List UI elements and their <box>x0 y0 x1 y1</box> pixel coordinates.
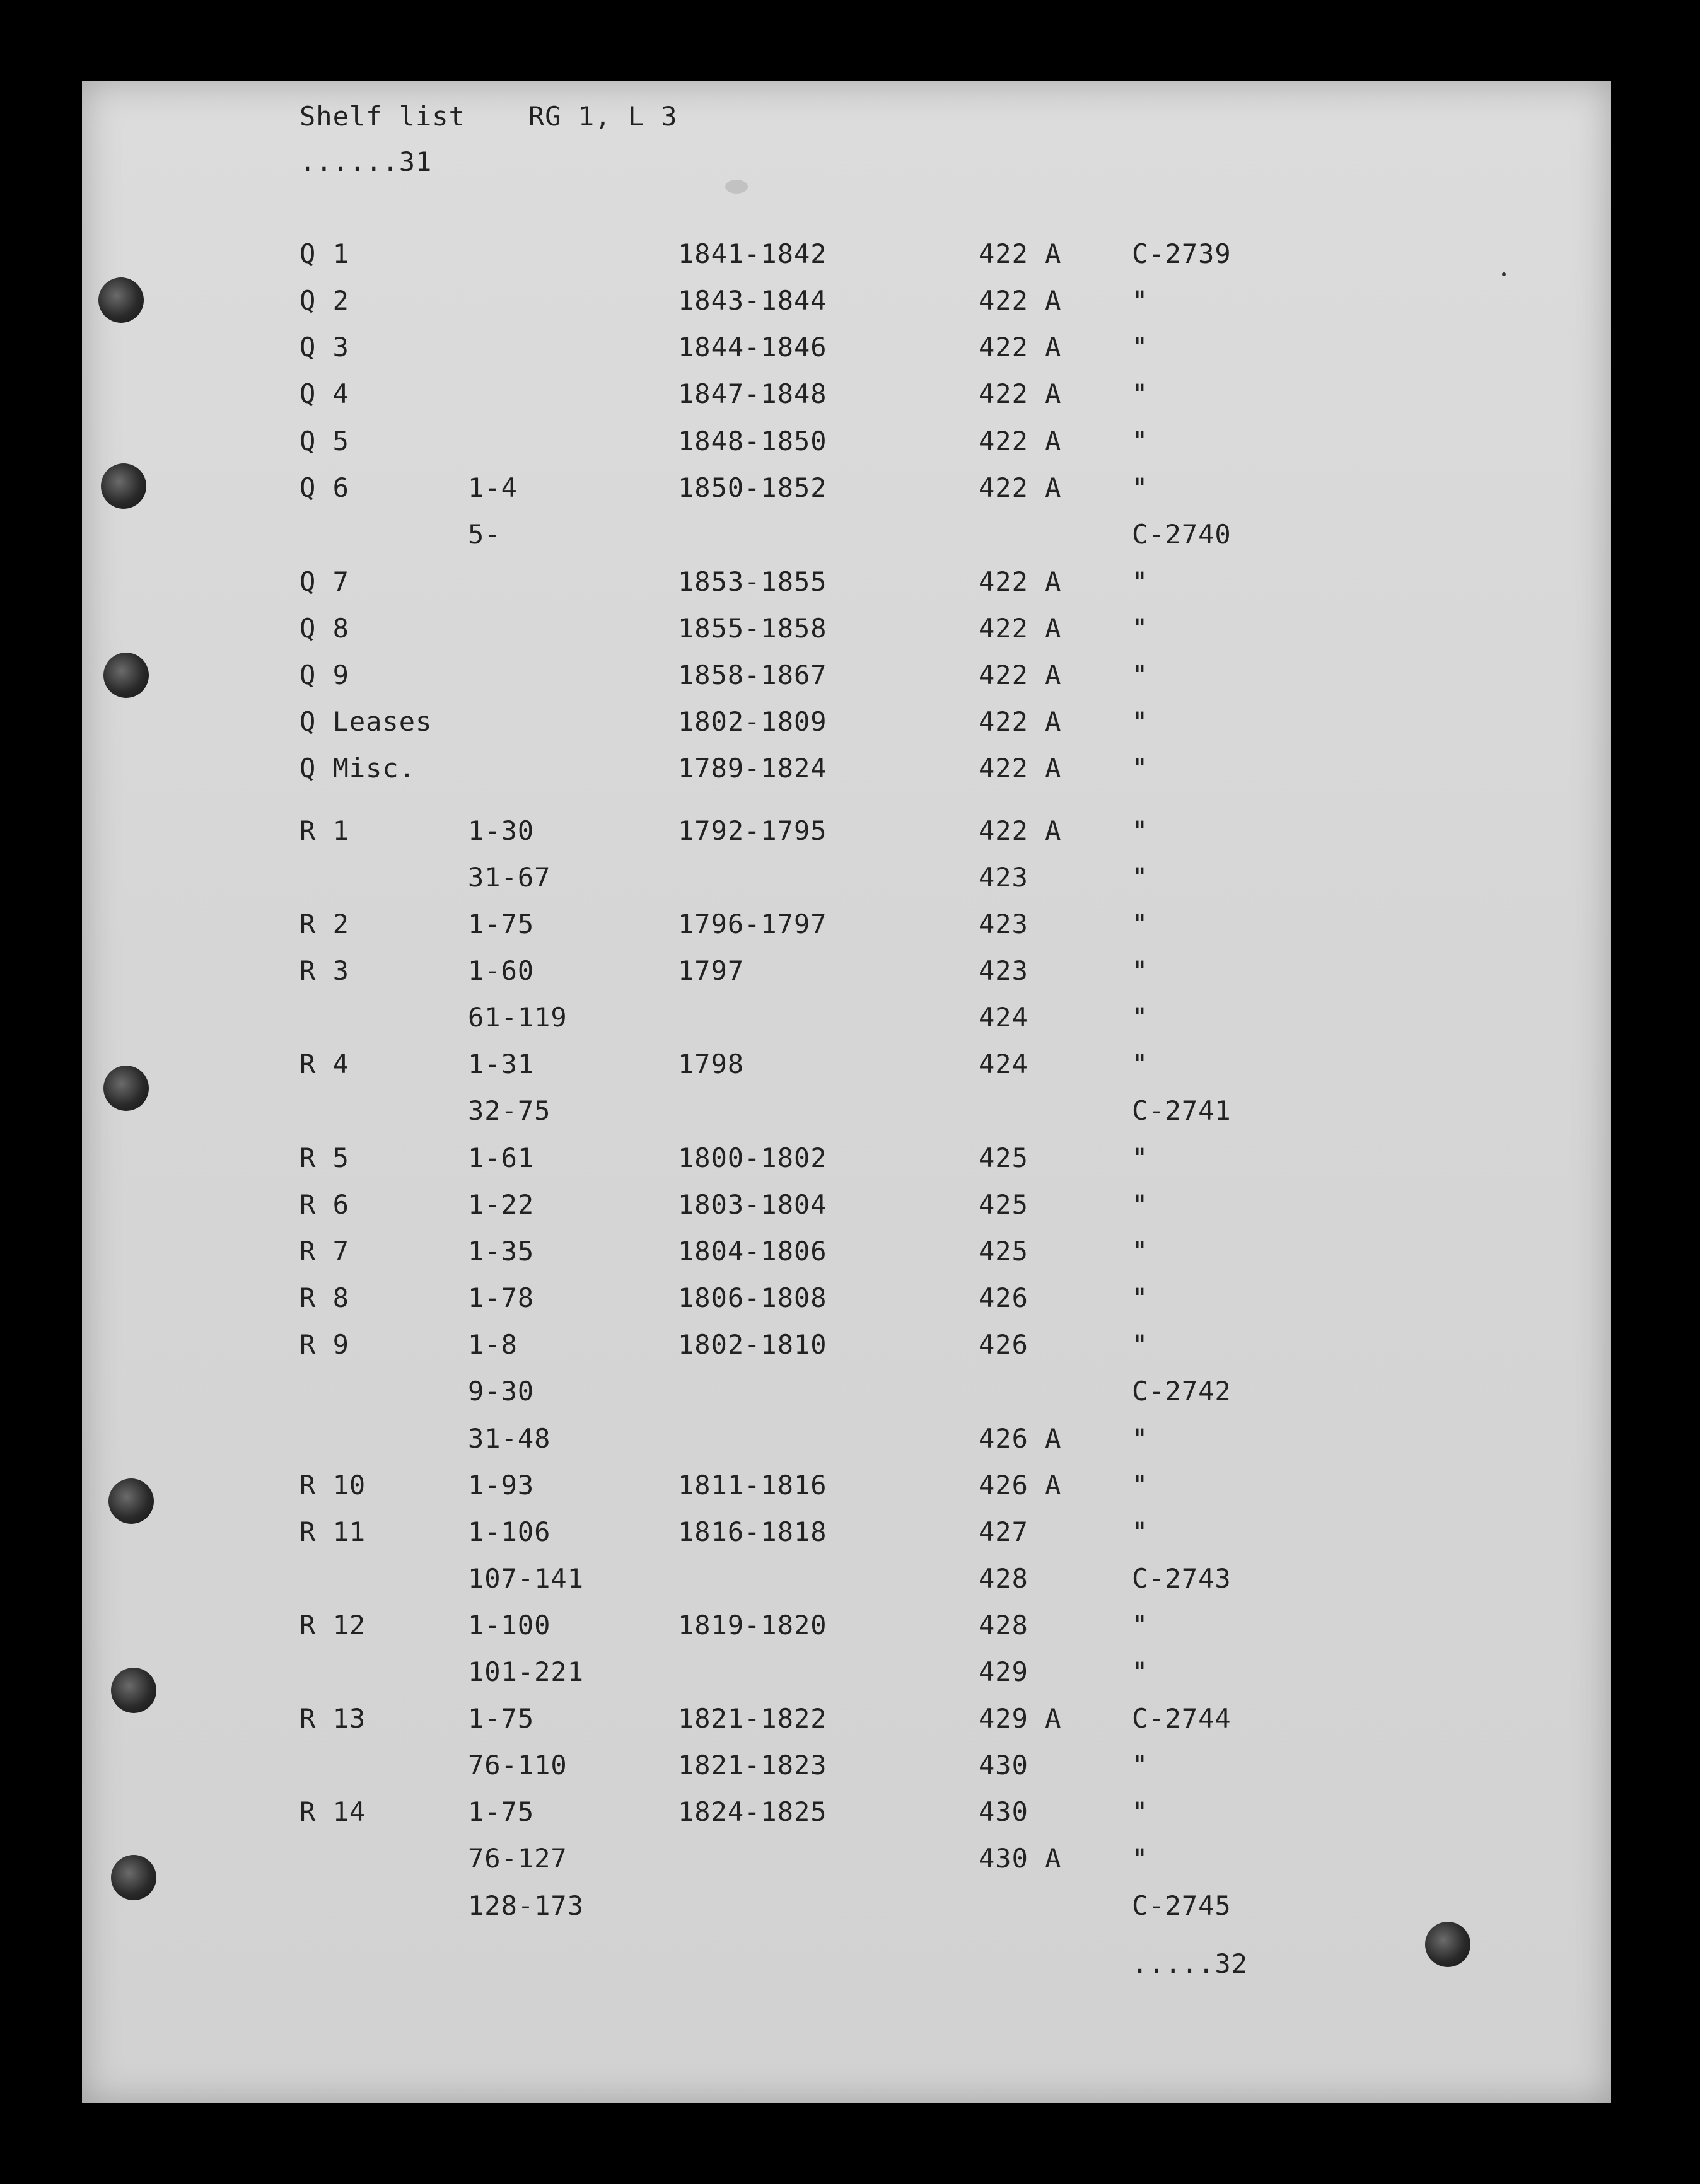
row-box: 422 A <box>979 613 1062 644</box>
row-code: R 13 <box>300 1703 366 1734</box>
punch-hole <box>103 653 149 698</box>
row-reference: " <box>1132 1423 1149 1454</box>
row-code: R 6 <box>300 1189 349 1220</box>
row-box: 422 A <box>979 238 1062 269</box>
row-item-range: 1-8 <box>468 1329 518 1360</box>
row-years: 1792-1795 <box>678 815 827 846</box>
row-box: 426 <box>979 1282 1028 1313</box>
punch-hole <box>111 1855 156 1900</box>
row-box: 422 A <box>979 332 1062 363</box>
page-marker: ......31 <box>300 146 433 177</box>
row-years: 1844-1846 <box>678 332 827 363</box>
row-code: R 9 <box>300 1329 349 1360</box>
smudge-mark <box>725 180 748 194</box>
row-item-range: 32-75 <box>468 1095 551 1126</box>
row-years: 1789-1824 <box>678 753 827 784</box>
row-item-range: 5- <box>468 519 501 550</box>
next-page-marker: .....32 <box>1132 1948 1249 1979</box>
row-code: Q 8 <box>300 613 349 644</box>
row-reference: " <box>1132 1750 1149 1780</box>
row-years: 1855-1858 <box>678 613 827 644</box>
row-years: 1800-1802 <box>678 1142 827 1173</box>
row-reference: " <box>1132 378 1149 409</box>
row-years: 1850-1852 <box>678 472 827 503</box>
row-item-range: 101-221 <box>468 1656 585 1687</box>
row-box: 430 <box>979 1796 1028 1827</box>
row-item-range: 1-106 <box>468 1516 551 1547</box>
row-years: 1858-1867 <box>678 659 827 690</box>
row-code: R 14 <box>300 1796 366 1827</box>
row-item-range: 61-119 <box>468 1002 568 1033</box>
row-years: 1853-1855 <box>678 566 827 597</box>
row-reference: C-2739 <box>1132 238 1231 269</box>
row-reference: " <box>1132 426 1149 456</box>
row-reference: " <box>1132 1236 1149 1267</box>
row-reference: " <box>1132 1142 1149 1173</box>
row-box: 422 A <box>979 753 1062 784</box>
row-years: 1802-1810 <box>678 1329 827 1360</box>
row-code: Q 2 <box>300 285 349 316</box>
row-item-range: 128-173 <box>468 1890 585 1921</box>
row-item-range: 1-30 <box>468 815 535 846</box>
row-item-range: 76-110 <box>468 1750 568 1780</box>
row-code: Q 9 <box>300 659 349 690</box>
row-reference: " <box>1132 1189 1149 1220</box>
row-reference: " <box>1132 955 1149 986</box>
row-reference: C-2744 <box>1132 1703 1231 1734</box>
row-years: 1796-1797 <box>678 909 827 939</box>
row-box: 422 A <box>979 285 1062 316</box>
row-item-range: 1-75 <box>468 1703 535 1734</box>
punch-hole <box>101 463 146 509</box>
stray-dot <box>1502 272 1506 276</box>
row-years: 1811-1816 <box>678 1470 827 1501</box>
row-reference: C-2745 <box>1132 1890 1231 1921</box>
row-box: 422 A <box>979 472 1062 503</box>
row-item-range: 31-67 <box>468 862 551 893</box>
row-years: 1843-1844 <box>678 285 827 316</box>
row-code: Q Leases <box>300 706 433 737</box>
row-reference: " <box>1132 1843 1149 1874</box>
row-code: R 1 <box>300 815 349 846</box>
row-code: R 4 <box>300 1048 349 1079</box>
punch-hole <box>111 1668 156 1713</box>
row-box: 423 <box>979 955 1028 986</box>
row-reference: " <box>1132 753 1149 784</box>
row-box: 430 A <box>979 1843 1062 1874</box>
row-years: 1841-1842 <box>678 238 827 269</box>
row-item-range: 1-4 <box>468 472 518 503</box>
row-code: R 5 <box>300 1142 349 1173</box>
row-box: 425 <box>979 1142 1028 1173</box>
row-reference: " <box>1132 1796 1149 1827</box>
punch-hole <box>108 1478 154 1524</box>
row-box: 423 <box>979 862 1028 893</box>
row-reference: " <box>1132 659 1149 690</box>
row-code: R 10 <box>300 1470 366 1501</box>
row-code: Q 1 <box>300 238 349 269</box>
row-box: 424 <box>979 1002 1028 1033</box>
row-code: Q 3 <box>300 332 349 363</box>
row-years: 1803-1804 <box>678 1189 827 1220</box>
row-years: 1848-1850 <box>678 426 827 456</box>
row-item-range: 9-30 <box>468 1376 535 1407</box>
row-box: 422 A <box>979 378 1062 409</box>
row-code: Q 5 <box>300 426 349 456</box>
row-years: 1824-1825 <box>678 1796 827 1827</box>
row-years: 1798 <box>678 1048 745 1079</box>
row-reference: C-2740 <box>1132 519 1231 550</box>
row-reference: " <box>1132 1002 1149 1033</box>
row-code: Q Misc. <box>300 753 416 784</box>
row-years: 1802-1809 <box>678 706 827 737</box>
row-reference: " <box>1132 285 1149 316</box>
row-box: 428 <box>979 1563 1028 1594</box>
row-reference: " <box>1132 815 1149 846</box>
row-box: 422 A <box>979 426 1062 456</box>
row-box: 424 <box>979 1048 1028 1079</box>
row-reference: " <box>1132 566 1149 597</box>
row-years: 1821-1822 <box>678 1703 827 1734</box>
row-code: Q 4 <box>300 378 349 409</box>
row-reference: " <box>1132 1516 1149 1547</box>
row-reference: " <box>1132 613 1149 644</box>
punch-hole <box>1425 1922 1470 1967</box>
row-reference: " <box>1132 1329 1149 1360</box>
row-years: 1804-1806 <box>678 1236 827 1267</box>
row-reference: " <box>1132 472 1149 503</box>
row-reference: " <box>1132 332 1149 363</box>
row-reference: " <box>1132 1656 1149 1687</box>
row-box: 425 <box>979 1236 1028 1267</box>
row-box: 422 A <box>979 706 1062 737</box>
row-item-range: 1-22 <box>468 1189 535 1220</box>
row-code: R 8 <box>300 1282 349 1313</box>
row-code: R 11 <box>300 1516 366 1547</box>
row-reference: C-2741 <box>1132 1095 1231 1126</box>
row-item-range: 1-35 <box>468 1236 535 1267</box>
row-reference: " <box>1132 706 1149 737</box>
row-box: 423 <box>979 909 1028 939</box>
row-reference: " <box>1132 1048 1149 1079</box>
row-code: Q 7 <box>300 566 349 597</box>
row-box: 422 A <box>979 659 1062 690</box>
row-reference: " <box>1132 909 1149 939</box>
row-years: 1819-1820 <box>678 1610 827 1641</box>
row-years: 1847-1848 <box>678 378 827 409</box>
row-item-range: 1-60 <box>468 955 535 986</box>
row-item-range: 1-78 <box>468 1282 535 1313</box>
row-code: R 7 <box>300 1236 349 1267</box>
row-reference: " <box>1132 862 1149 893</box>
row-code: R 12 <box>300 1610 366 1641</box>
row-years: 1797 <box>678 955 745 986</box>
row-years: 1806-1808 <box>678 1282 827 1313</box>
row-item-range: 1-100 <box>468 1610 551 1641</box>
record-group: RG 1, L 3 <box>528 101 678 132</box>
row-reference: " <box>1132 1282 1149 1313</box>
punch-hole <box>98 277 144 323</box>
punch-hole <box>103 1066 149 1111</box>
row-box: 426 A <box>979 1470 1062 1501</box>
row-reference: C-2743 <box>1132 1563 1231 1594</box>
document-title: Shelf list <box>300 101 465 132</box>
row-reference: C-2742 <box>1132 1376 1231 1407</box>
row-box: 426 A <box>979 1423 1062 1454</box>
row-box: 426 <box>979 1329 1028 1360</box>
row-box: 430 <box>979 1750 1028 1780</box>
row-item-range: 31-48 <box>468 1423 551 1454</box>
row-code: R 2 <box>300 909 349 939</box>
row-item-range: 107-141 <box>468 1563 585 1594</box>
row-item-range: 76-127 <box>468 1843 568 1874</box>
row-box: 429 <box>979 1656 1028 1687</box>
row-box: 425 <box>979 1189 1028 1220</box>
row-years: 1816-1818 <box>678 1516 827 1547</box>
row-item-range: 1-93 <box>468 1470 535 1501</box>
row-item-range: 1-75 <box>468 909 535 939</box>
row-box: 427 <box>979 1516 1028 1547</box>
row-years: 1821-1823 <box>678 1750 827 1780</box>
row-item-range: 1-31 <box>468 1048 535 1079</box>
row-box: 428 <box>979 1610 1028 1641</box>
row-box: 422 A <box>979 815 1062 846</box>
row-code: Q 6 <box>300 472 349 503</box>
row-box: 429 A <box>979 1703 1062 1734</box>
row-reference: " <box>1132 1610 1149 1641</box>
row-box: 422 A <box>979 566 1062 597</box>
row-item-range: 1-75 <box>468 1796 535 1827</box>
row-reference: " <box>1132 1470 1149 1501</box>
row-item-range: 1-61 <box>468 1142 535 1173</box>
row-code: R 3 <box>300 955 349 986</box>
